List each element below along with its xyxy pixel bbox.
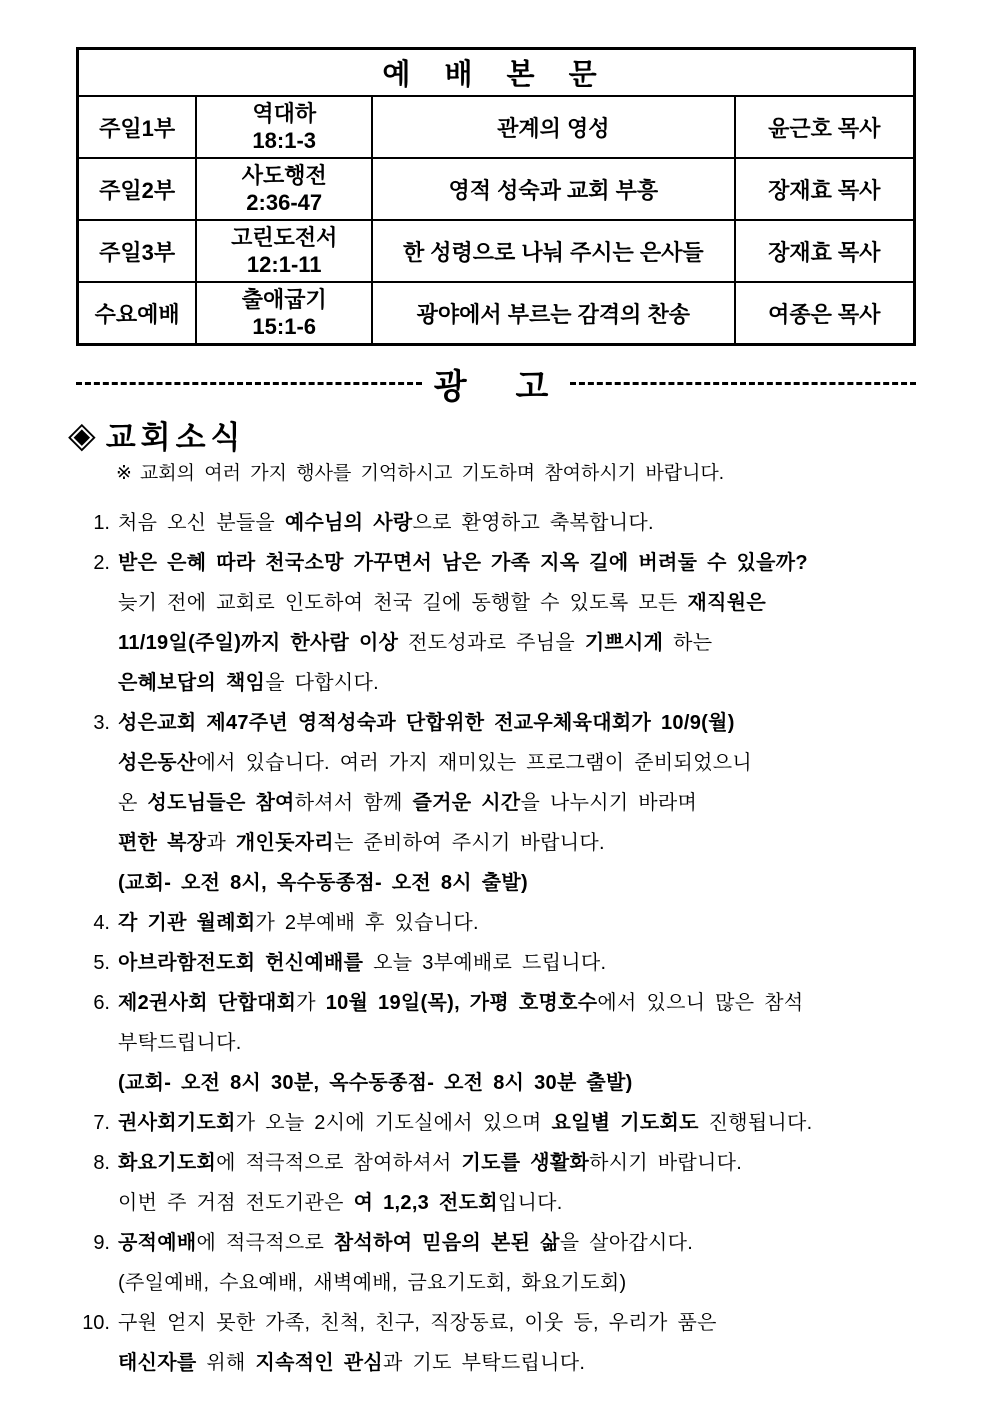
item-line: 이번 주 거점 전도기관은 여 1,2,3 전도회입니다. — [118, 1192, 563, 1214]
item-line: 구원 얻지 못한 가족, 친척, 친구, 직장동료, 이웃 등, 우리가 품은 — [118, 1312, 717, 1334]
scripture-book: 고린도전서 — [231, 225, 338, 250]
scripture-cell — [196, 220, 372, 282]
item-line: 각 기관 월례회가 2부예배 후 있습니다. — [118, 912, 479, 934]
scripture-book: 사도행전 — [241, 163, 327, 188]
diamond-icon: ◈ — [68, 413, 96, 455]
note-text: 교회의 여러 가지 행사를 기억하시고 기도하며 참여하시기 바랍니다. — [139, 463, 725, 484]
table-row — [78, 158, 915, 220]
table-row — [78, 220, 915, 282]
announcement-list — [76, 503, 916, 1383]
list-item — [76, 983, 916, 1103]
list-item — [76, 503, 916, 543]
table-row — [78, 282, 915, 345]
item-number: 5. — [93, 952, 110, 974]
item-line: 공적예배에 적극적으로 참석하여 믿음의 본된 삶을 살아갑시다. — [118, 1232, 694, 1254]
sermon-cell: 광야에서 부르는 감격의 찬송 — [372, 282, 734, 345]
service-cell: 주일3부 — [78, 220, 197, 282]
pastor-cell: 윤근호 목사 — [735, 96, 915, 158]
scripture-verse: 12:1-11 — [246, 252, 322, 277]
pastor-cell: 여종은 목사 — [735, 282, 915, 345]
service-cell: 주일2부 — [78, 158, 197, 220]
item-line: 부탁드립니다. — [118, 1032, 242, 1054]
pastor-cell: 장재효 목사 — [735, 158, 915, 220]
item-line: 태신자를 위해 지속적인 관심과 기도 부탁드립니다. — [118, 1352, 586, 1374]
item-line: 성은동산에서 있습니다. 여러 가지 재미있는 프로그램이 준비되었으니 — [118, 752, 752, 774]
table-row — [78, 96, 915, 158]
service-cell: 주일1부 — [78, 96, 197, 158]
sermon-cell: 한 성령으로 나눠 주시는 은사들 — [372, 220, 734, 282]
item-line: 온 성도님들은 참여하셔서 함께 즐거운 시간을 나누시기 바라며 — [118, 792, 698, 814]
sermon-cell: 관계의 영성 — [372, 96, 734, 158]
item-line: 화요기도회에 적극적으로 참여하셔서 기도를 생활화하시기 바랍니다. — [118, 1152, 743, 1174]
item-number: 8. — [93, 1152, 110, 1174]
scripture-book: 출애굽기 — [241, 287, 327, 312]
dashed-divider-right — [570, 382, 916, 385]
item-number: 2. — [93, 552, 110, 574]
item-number: 7. — [93, 1112, 110, 1134]
item-line: 받은 은혜 따라 천국소망 가꾸면서 남은 가족 지옥 길에 버려둘 수 있을까? — [118, 552, 808, 574]
table-title: 예 배 본 문 — [78, 49, 915, 97]
item-line: 늦기 전에 교회로 인도하여 천국 길에 동행할 수 있도록 모든 재직원은 — [118, 592, 766, 614]
item-line: 11/19일(주일)까지 한사람 이상 전도성과로 주님을 기쁘시게 하는 — [118, 632, 713, 654]
note-line — [116, 461, 916, 487]
list-item — [76, 543, 916, 703]
list-item — [76, 1103, 916, 1143]
list-item — [76, 1223, 916, 1303]
list-item — [76, 943, 916, 983]
scripture-cell — [196, 158, 372, 220]
list-item — [76, 1303, 916, 1383]
item-number: 6. — [93, 992, 110, 1014]
worship-scripture-table — [76, 47, 916, 346]
scripture-verse: 15:1-6 — [252, 314, 317, 339]
item-line: 편한 복장과 개인돗자리는 준비하여 주시기 바랍니다. — [118, 832, 605, 854]
announcements-header — [76, 362, 916, 404]
scripture-cell — [196, 282, 372, 345]
item-line: 은혜보답의 책임을 다합시다. — [118, 672, 380, 694]
item-line: 권사회기도회가 오늘 2시에 기도실에서 있으며 요일별 기도회도 진행됩니다. — [118, 1112, 813, 1134]
table-title-row — [78, 49, 915, 97]
list-item — [76, 1143, 916, 1223]
pastor-cell: 장재효 목사 — [735, 220, 915, 282]
scripture-verse: 18:1-3 — [252, 128, 317, 153]
item-number: 10. — [82, 1312, 110, 1334]
service-cell: 수요예배 — [78, 282, 197, 345]
announcements-title: 광 고 — [433, 367, 559, 406]
item-line: 성은교회 제47주년 영적성숙과 단합위한 전교우체육대회가 10/9(월) — [118, 712, 735, 734]
item-line: 아브라함전도회 헌신예배를 오늘 3부예배로 드립니다. — [118, 952, 607, 974]
scripture-book: 역대하 — [252, 101, 317, 126]
reference-mark-icon: ※ — [116, 463, 132, 484]
church-news-label: 교회소식 — [105, 420, 246, 455]
sermon-cell: 영적 성숙과 교회 부흥 — [372, 158, 734, 220]
item-line: 제2권사회 단합대회가 10월 19일(목), 가평 호명호수에서 있으니 많은 참석 — [118, 992, 804, 1014]
item-number: 9. — [93, 1232, 110, 1254]
item-number: 4. — [93, 912, 110, 934]
scripture-cell — [196, 96, 372, 158]
church-news-heading — [68, 412, 916, 457]
item-line: (교회- 오전 8시 30분, 옥수동종점- 오전 8시 30분 출발) — [118, 1072, 633, 1094]
item-line: (교회- 오전 8시, 옥수동종점- 오전 8시 출발) — [118, 872, 528, 894]
list-item — [76, 903, 916, 943]
item-number: 1. — [93, 512, 110, 534]
item-line: (주일예배, 수요예배, 새벽예배, 금요기도회, 화요기도회) — [118, 1272, 627, 1294]
dashed-divider-left — [76, 382, 422, 385]
item-number: 3. — [93, 712, 110, 734]
list-item — [76, 703, 916, 903]
item-line: 처음 오신 분들을 예수님의 사랑으로 환영하고 축복합니다. — [118, 512, 654, 534]
scripture-verse: 2:36-47 — [246, 190, 323, 215]
